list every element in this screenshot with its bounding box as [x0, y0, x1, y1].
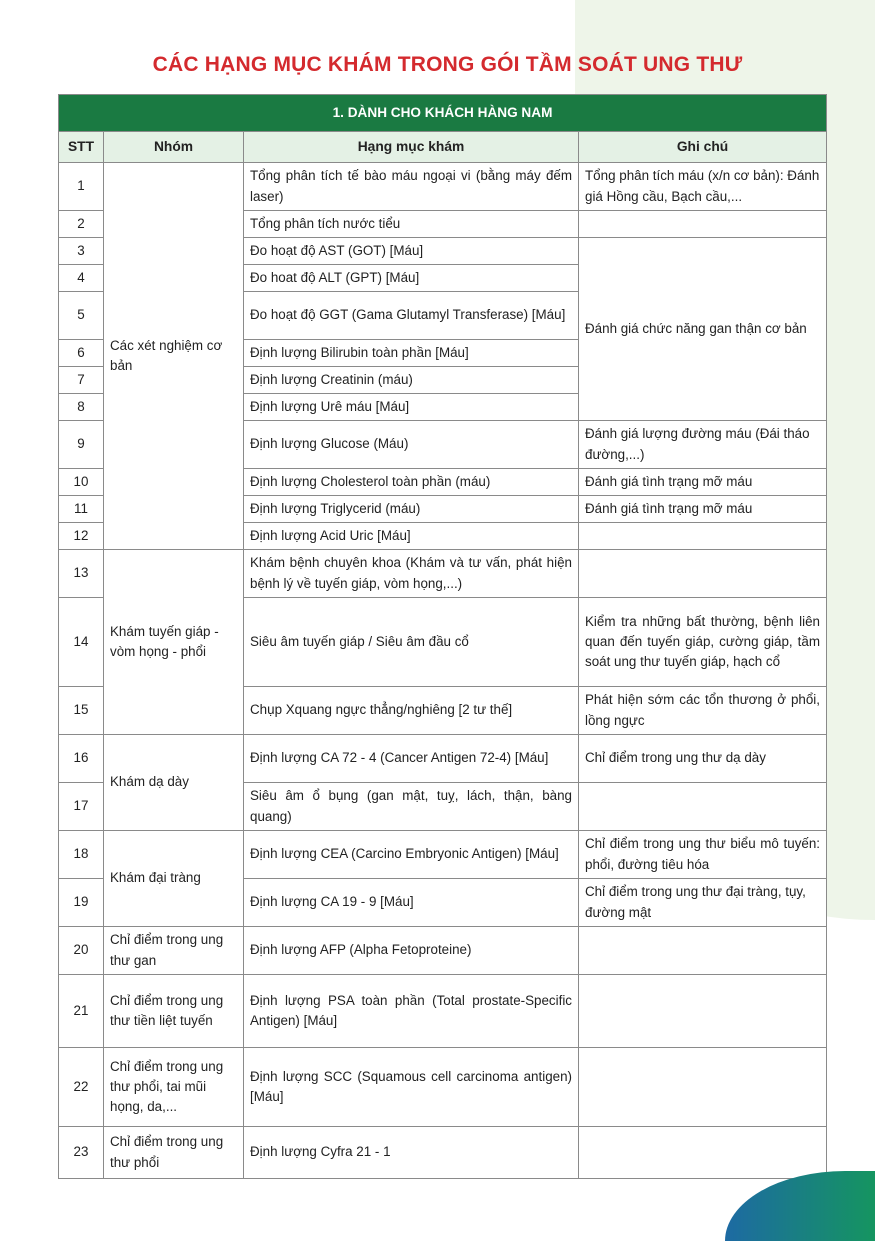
row-group: Khám đại tràng [104, 831, 244, 927]
row-stt: 8 [59, 394, 104, 421]
row-note: Đánh giá lượng đường máu (Đái tháo đường,...) [579, 421, 827, 469]
row-stt: 2 [59, 211, 104, 238]
row-note: Phát hiện sớm các tổn thương ở phổi, lồng ngực [579, 687, 827, 735]
row-item: Định lượng Urê máu [Máu] [244, 394, 579, 421]
header-item: Hạng mục khám [244, 132, 579, 163]
header-note: Ghi chú [579, 132, 827, 163]
row-stt: 21 [59, 975, 104, 1048]
row-note: Đánh giá chức năng gan thận cơ bản [579, 238, 827, 421]
row-stt: 3 [59, 238, 104, 265]
row-group: Chỉ điểm trong ung thư phổi [104, 1127, 244, 1179]
row-item: Đo hoat độ ALT (GPT) [Máu] [244, 265, 579, 292]
row-item: Định lượng Triglycerid (máu) [244, 496, 579, 523]
row-group: Khám dạ dày [104, 735, 244, 831]
row-stt: 15 [59, 687, 104, 735]
row-stt: 5 [59, 292, 104, 340]
row-stt: 10 [59, 469, 104, 496]
row-stt: 16 [59, 735, 104, 783]
row-note [579, 975, 827, 1048]
row-item: Đo hoạt độ GGT (Gama Glutamyl Transferase) [Máu] [244, 292, 579, 340]
row-stt: 23 [59, 1127, 104, 1179]
column-header-row [59, 132, 827, 163]
table-row [59, 927, 827, 975]
header-group: Nhóm [104, 132, 244, 163]
row-item: Định lượng Creatinin (máu) [244, 367, 579, 394]
row-item: Định lượng SCC (Squamous cell carcinoma antigen) [Máu] [244, 1048, 579, 1127]
row-item: Định lượng Bilirubin toàn phần [Máu] [244, 340, 579, 367]
row-item: Định lượng CA 19 - 9 [Máu] [244, 879, 579, 927]
table-row [59, 1127, 827, 1179]
row-note [579, 927, 827, 975]
table-row [59, 1048, 827, 1127]
row-note [579, 783, 827, 831]
row-group: Chỉ điểm trong ung thư tiền liệt tuyến [104, 975, 244, 1048]
row-item: Định lượng Acid Uric [Máu] [244, 523, 579, 550]
row-note: Chỉ điểm trong ung thư dạ dày [579, 735, 827, 783]
row-stt: 6 [59, 340, 104, 367]
row-stt: 1 [59, 163, 104, 211]
row-item: Siêu âm ổ bụng (gan mật, tuỵ, lách, thận, bàng quang) [244, 783, 579, 831]
row-group: Các xét nghiệm cơ bản [104, 163, 244, 550]
table-row [59, 831, 827, 879]
row-stt: 20 [59, 927, 104, 975]
section-title: 1. DÀNH CHO KHÁCH HÀNG NAM [59, 95, 827, 132]
row-stt: 7 [59, 367, 104, 394]
row-item: Siêu âm tuyến giáp / Siêu âm đầu cổ [244, 598, 579, 687]
row-item: Định lượng Cholesterol toàn phần (máu) [244, 469, 579, 496]
row-stt: 17 [59, 783, 104, 831]
row-note: Kiểm tra những bất thường, bệnh liên quan đến tuyến giáp, cường giáp, tầm soát ung thư tuyến giáp, hạch cổ [579, 598, 827, 687]
row-stt: 19 [59, 879, 104, 927]
table-row [59, 735, 827, 783]
table-row [59, 163, 827, 211]
row-item: Định lượng Glucose (Máu) [244, 421, 579, 469]
row-stt: 22 [59, 1048, 104, 1127]
row-stt: 11 [59, 496, 104, 523]
table-row [59, 550, 827, 598]
row-item: Khám bệnh chuyên khoa (Khám và tư vấn, phát hiện bệnh lý về tuyến giáp, vòm họng,...) [244, 550, 579, 598]
row-stt: 4 [59, 265, 104, 292]
row-group: Chỉ điểm trong ung thư phổi, tai mũi họng, da,... [104, 1048, 244, 1127]
row-item: Đo hoạt độ AST (GOT) [Máu] [244, 238, 579, 265]
row-note [579, 211, 827, 238]
row-stt: 9 [59, 421, 104, 469]
page-title: CÁC HẠNG MỤC KHÁM TRONG GÓI TẦM SOÁT UNG THƯ [152, 53, 743, 76]
row-group: Khám tuyến giáp - vòm họng - phổi [104, 550, 244, 735]
row-stt: 13 [59, 550, 104, 598]
row-note: Đánh giá tình trạng mỡ máu [579, 496, 827, 523]
row-stt: 18 [59, 831, 104, 879]
row-item: Định lượng CEA (Carcino Embryonic Antigen) [Máu] [244, 831, 579, 879]
row-note [579, 1127, 827, 1179]
row-item: Tổng phân tích tế bào máu ngoại vi (bằng máy đếm laser) [244, 163, 579, 211]
row-note: Chỉ điểm trong ung thư biểu mô tuyến: phổi, đường tiêu hóa [579, 831, 827, 879]
row-item: Định lượng Cyfra 21 - 1 [244, 1127, 579, 1179]
row-stt: 12 [59, 523, 104, 550]
row-note: Chỉ điểm trong ung thư đại tràng, tụy, đường mật [579, 879, 827, 927]
row-note: Đánh giá tình trạng mỡ máu [579, 469, 827, 496]
row-note: Tổng phân tích máu (x/n cơ bản): Đánh giá Hồng cầu, Bạch cầu,... [579, 163, 827, 211]
row-item: Định lượng AFP (Alpha Fetoproteine) [244, 927, 579, 975]
row-note [579, 550, 827, 598]
row-item: Chụp Xquang ngực thẳng/nghiêng [2 tư thế] [244, 687, 579, 735]
row-item: Định lượng PSA toàn phần (Total prostate-Specific Antigen) [Máu] [244, 975, 579, 1048]
row-note [579, 1048, 827, 1127]
page-number-badge [725, 1171, 875, 1241]
table-row [59, 975, 827, 1048]
row-item: Định lượng CA 72 - 4 (Cancer Antigen 72-4) [Máu] [244, 735, 579, 783]
row-group: Chỉ điểm trong ung thư gan [104, 927, 244, 975]
row-note [579, 523, 827, 550]
exam-table [58, 94, 827, 1179]
row-stt: 14 [59, 598, 104, 687]
row-item: Tổng phân tích nước tiểu [244, 211, 579, 238]
section-header-row [59, 95, 827, 132]
header-stt: STT [59, 132, 104, 163]
